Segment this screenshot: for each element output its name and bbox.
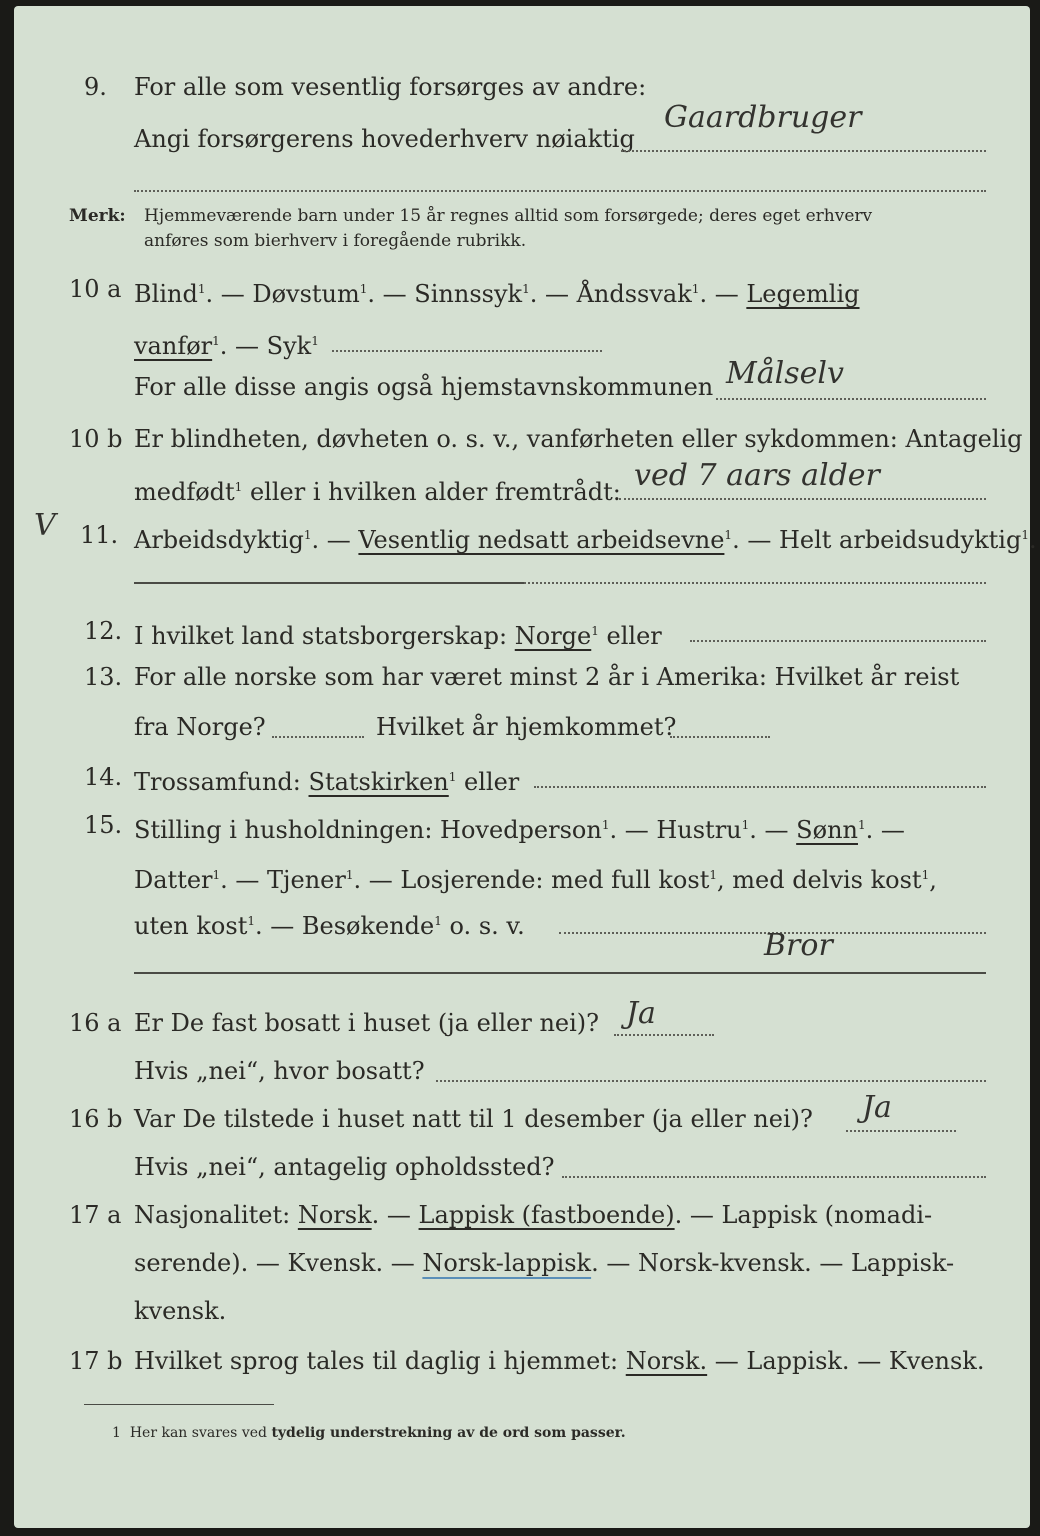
q9-line1: For alle som vesentlig forsørges av andre: [134, 73, 647, 101]
q13-reist-line [272, 736, 364, 738]
q15-rule [134, 972, 986, 974]
q10a-line2: vanfør$^1$. — Syk$^1$ [134, 332, 319, 360]
q11-rule [134, 582, 524, 584]
q10a-syk-line [332, 350, 602, 352]
norge-underlined: Norge [514, 622, 592, 650]
norsk-daglig-underlined: Norsk. [625, 1347, 708, 1375]
vanfor-underlined: vanfør [134, 332, 213, 360]
q16a-handwritten-answer: Ja [626, 996, 656, 1031]
q13-line1: For alle norske som har været minst 2 år i Amerika: Hvilket år reist [134, 663, 960, 691]
q12-answer-line [690, 640, 986, 642]
q16b-line2: Hvis „nei“, antagelig opholdssted? [134, 1153, 555, 1181]
merk-label: Merk: [69, 206, 126, 226]
q9-extra-line [134, 190, 986, 192]
q14-answer-line [534, 786, 986, 788]
q10a-line1: Blind$^1$. — Døvstum$^1$. — Sinnssyk$^1$. — Åndssvak$^1$. — Legemlig [134, 280, 860, 308]
q10b-answer-line [619, 498, 986, 500]
q10a-number: 10 a [69, 275, 122, 303]
q11-line: Arbeidsdyktig$^1$. — Vesentlig nedsatt arbeidsevne$^1$. — Helt arbeidsudyktig$^1$. [134, 526, 1037, 554]
census-form-page [14, 6, 1037, 1528]
norsk-underlined: Norsk [297, 1201, 372, 1229]
q10b-handwritten-answer: ved 7 aars alder [634, 458, 880, 493]
q14-line: Trossamfund: Statskirken$^1$ eller [134, 768, 520, 796]
q16a-line2: Hvis „nei“, hvor bosatt? [134, 1057, 425, 1085]
footnote-rule [84, 1404, 274, 1405]
q11-extra-line [524, 582, 986, 584]
q9-handwritten-answer: Gaardbruger [664, 100, 862, 135]
legemlig-underlined: Legemlig [746, 280, 860, 308]
q11-margin-mark: V [34, 508, 56, 543]
q16b-opholdssted-line [562, 1176, 986, 1178]
q17b-line: Hvilket sprog tales til daglig i hjemmet: Norsk. — Lappisk. — Kvensk. [134, 1347, 985, 1375]
q9-line2: Angi forsørgerens hovederhverv nøiaktig [134, 125, 635, 153]
q17a-number: 17 a [69, 1201, 122, 1229]
q13-line2a: fra Norge? [134, 713, 266, 741]
q17b-number: 17 b [69, 1347, 123, 1375]
vesentlig-underlined: Vesentlig nedsatt arbeidsevne [358, 526, 725, 554]
q10b-line2: medfødt$^1$ eller i hvilken alder fremtrådt: [134, 478, 621, 506]
q16a-line1: Er De fast bosatt i huset (ja eller nei)? [134, 1009, 600, 1037]
q11-number: 11. [80, 521, 119, 549]
q10a-line3: For alle disse angis også hjemstavnskommunen [134, 373, 714, 401]
q15-number: 15. [84, 811, 123, 839]
lappisk-fastboende-underlined: Lappisk (fastboende) [418, 1201, 675, 1229]
statskirken-underlined: Statskirken [308, 768, 449, 796]
q16a-number: 16 a [69, 1009, 122, 1037]
footnote: 1 Her kan svares ved tydelig understrekning av de ord som passer. [112, 1425, 626, 1441]
q10b-line1: Er blindheten, døvheten o. s. v., vanførheten eller sykdommen: Antagelig [134, 425, 1023, 453]
q17a-line3: kvensk. [134, 1297, 227, 1325]
q15-line2: Datter$^1$. — Tjener$^1$. — Losjerende: med full kost$^1$, med delvis kost$^1$, [134, 866, 937, 894]
q15-line3: uten kost$^1$. — Besøkende$^1$ o. s. v. [134, 912, 525, 940]
q12-number: 12. [84, 617, 123, 645]
q13-number: 13. [84, 663, 123, 691]
q10a-answer-line [716, 398, 986, 400]
q16b-line1: Var De tilstede i huset natt til 1 desember (ja eller nei)? [134, 1105, 813, 1133]
q12-line: I hvilket land statsborgerskap: Norge$^1$ eller [134, 622, 662, 650]
q16b-number: 16 b [69, 1105, 123, 1133]
q16b-answer-line [846, 1130, 956, 1132]
q9-answer-line [621, 150, 986, 152]
sonn-underlined: Sønn [796, 816, 858, 844]
q10b-number: 10 b [69, 425, 123, 453]
norsk-lappisk-underlined: Norsk-lappisk [422, 1249, 592, 1277]
merk-line1: Hjemmeværende barn under 15 år regnes alltid som forsørgede; deres eget erhverv [144, 206, 873, 226]
q10a-handwritten-answer: Målselv [726, 356, 844, 391]
q15-line1: Stilling i husholdningen: Hovedperson$^1$. — Hustru$^1$. — Sønn$^1$. — [134, 816, 905, 844]
q16b-handwritten-answer: Ja [862, 1090, 892, 1125]
merk-line2: anføres som bierhverv i foregående rubrikk. [144, 231, 527, 251]
q16a-answer-line [614, 1034, 714, 1036]
q14-number: 14. [84, 763, 123, 791]
q13-line2b: Hvilket år hjemkommet? [376, 713, 677, 741]
q17a-line1: Nasjonalitet: Norsk. — Lappisk (fastboende). — Lappisk (nomadi- [134, 1201, 933, 1229]
q17a-line2: serende). — Kvensk. — Norsk-lappisk. — Norsk-kvensk. — Lappisk- [134, 1249, 955, 1277]
q16a-bosatt-line [436, 1080, 986, 1082]
q13-hjemkommet-line [670, 736, 770, 738]
q9-number: 9. [84, 73, 107, 101]
q15-handwritten-answer: Bror [764, 928, 833, 963]
